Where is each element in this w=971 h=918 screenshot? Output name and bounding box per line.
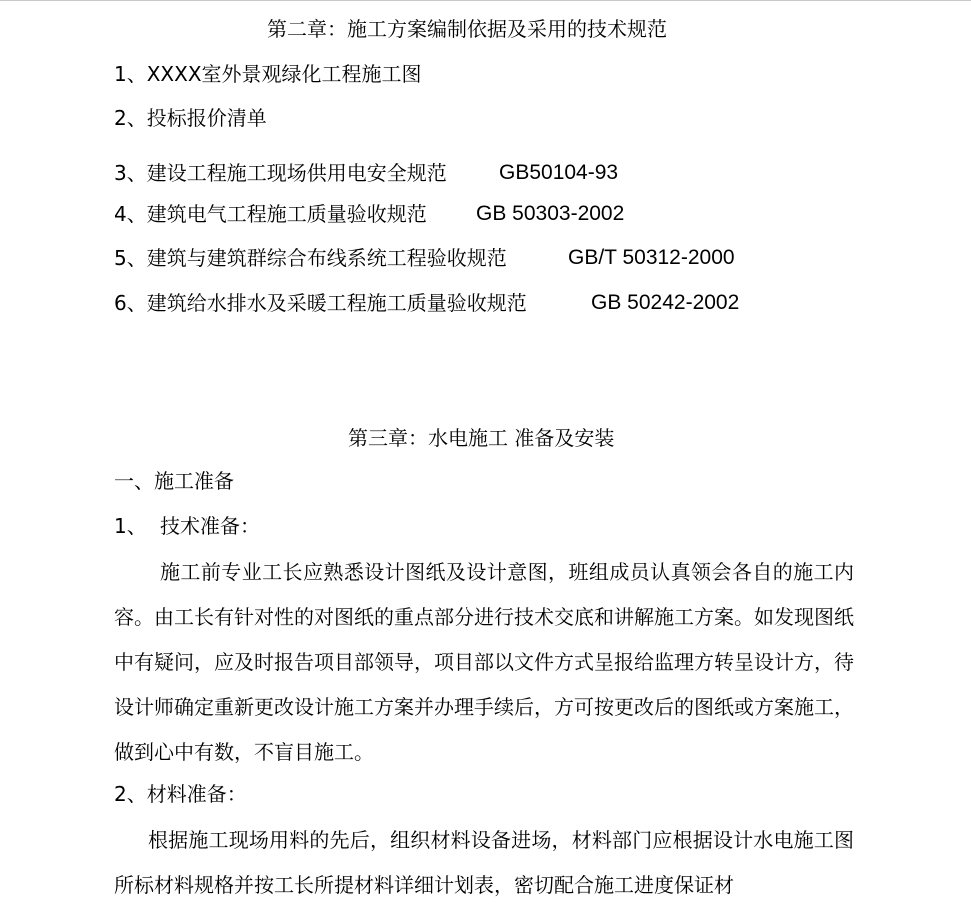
sub2-paragraph: 根据施工现场用料的先后，组织材料设备进场，材料部门应根据设计水电施工图所标材料规格并按工长所提材料详细计划表，密切配合施工进度保证材 [114, 828, 854, 897]
ch2-item-2-text: 2、投标报价清单 [114, 106, 267, 130]
sub1-heading [114, 512, 260, 540]
ch2-item-4-code: GB 50303-2002 [476, 202, 625, 225]
ch2-item-5-text: 5、建筑与建筑群综合布线系统工程验收规范 [114, 246, 507, 270]
ch2-item-1 [114, 60, 422, 88]
ch2-item-4-text: 4、建筑电气工程施工质量验收规范 [114, 202, 427, 226]
sub1-label: 技术准备： [160, 514, 260, 538]
ch2-item-6 [114, 289, 740, 317]
ch2-item-2 [114, 104, 267, 132]
chapter3-title: 第三章：水电施工 准备及安装 [348, 426, 615, 450]
chapter2-title: 第二章：施工方案编制依据及采用的技术规范 [267, 17, 667, 41]
ch2-item-3 [114, 159, 619, 187]
sub2-heading: 2、材料准备： [114, 782, 247, 806]
ch2-item-1-text: 1、XXXX室外景观绿化工程施工图 [114, 62, 422, 86]
sub1-number: 1、 [114, 514, 147, 538]
sub1-paragraph: 施工前专业工长应熟悉设计图纸及设计意图，班组成员认真领会各自的施工内容。由工长有针对性的对图纸的重点部分进行技术交底和讲解施工方案。如发现图纸中有疑问，应及时报告项目部领导，项目部以文件方式呈报给监理方转呈设计方，待设计师确定重新更改设计施工方案并办理手续后，方可按更改后的图纸或方案施工，做到心中有数，不盲目施工。 [114, 560, 854, 764]
ch2-item-6-code: GB 50242-2002 [591, 291, 740, 314]
ch2-item-5-code: GB/T 50312-2000 [568, 246, 735, 269]
ch2-item-4 [114, 200, 625, 228]
section1-heading: 一、施工准备 [114, 469, 234, 493]
ch2-item-3-code: GB50104-93 [499, 161, 619, 184]
ch2-item-5 [114, 244, 735, 272]
ch2-item-6-text: 6、建筑给水排水及采暖工程施工质量验收规范 [114, 291, 527, 315]
ch2-item-3-text: 3、建设工程施工现场供用电安全规范 [114, 161, 447, 185]
page-top-border [0, 0, 971, 1]
